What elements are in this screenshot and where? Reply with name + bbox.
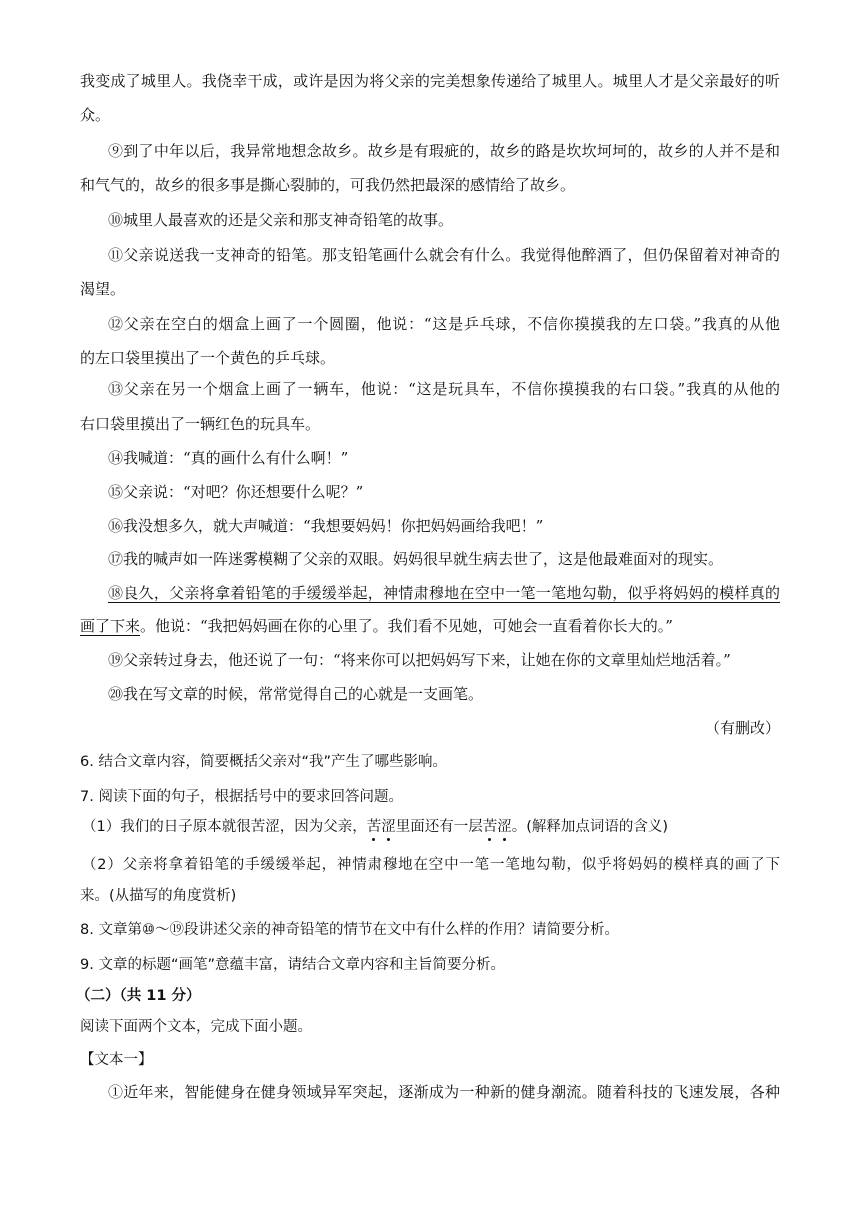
paragraph-9-line-1: ⑨到了中年以后，我异常地想念故乡。故乡是有瑕疵的，故乡的路是坎坎坷坷的，故乡的人并不是和 — [108, 142, 780, 160]
paragraph-12-line-1: ⑫父亲在空白的烟盒上画了一个圆圈，他说：“这是乒乓球，不信你摸摸我的左口袋。”我真的从他 — [108, 315, 780, 333]
question-6: 6. 结合文章内容，简要概括父亲对“我”产生了哪些影响。 — [80, 754, 447, 770]
paragraph-20: ⑳我在写文章的时候，常常觉得自己的心就是一支画笔。 — [108, 685, 484, 703]
underlined-phrase: 画了下来 — [80, 617, 141, 635]
paragraph-19: ⑲父亲转过身去，他还说了一句：“将来你可以把妈妈写下来，让她在你的文章里灿烂地活着。” — [108, 651, 731, 669]
emphasis-dot-char: 苦 — [482, 819, 498, 835]
paragraph-9-line-2: 和气气的，故乡的很多事是撕心裂肺的，可我仍然把最深的感情给了故乡。 — [80, 176, 576, 194]
question-7-2-line-1: （2）父亲将拿着铅笔的手缓缓举起，神情肃穆地在空中一笔一笔地勾勒，似乎将妈妈的模样真的画了下 — [82, 857, 780, 873]
question-7: 7. 阅读下面的句子，根据括号中的要求回答问题。 — [80, 789, 403, 805]
question-7-1 — [82, 815, 782, 836]
paragraph-11-line-2: 渴望。 — [80, 280, 126, 298]
paragraph-8-line-2: 众。 — [80, 106, 111, 124]
paragraph-15: ⑮父亲说：“对吧？你还想要什么呢？” — [108, 483, 364, 501]
question-8: 8. 文章第⑩～⑲段讲述父亲的神奇铅笔的情节在文中有什么样的作用？请简要分析。 — [80, 922, 619, 938]
emphasis-dot-char: 涩 — [381, 819, 396, 835]
text-1-label: 【文本一】 — [80, 1052, 153, 1068]
question-7-1-text-a: （1）我们的日子原本就很苦涩，因为父亲， — [82, 819, 367, 835]
emphasis-dot-char: 苦 — [366, 819, 382, 835]
paragraph-11-line-1: ⑪父亲说送我一支神奇的铅笔。那支铅笔画什么就会有什么。我觉得他醉酒了，但仍保留着对神奇的 — [108, 246, 780, 264]
paragraph-17: ⑰我的喊声如一阵迷雾模糊了父亲的双眼。妈妈很早就生病去世了，这是他最难面对的现实。 — [108, 550, 724, 568]
source-note: （有删改） — [704, 719, 780, 737]
paragraph-18-line-2 — [80, 615, 780, 636]
paragraph-12-line-2: 的左口袋里摸出了一个黄色的乒乓球。 — [80, 349, 336, 367]
section-heading: （二）（共 11 分） — [76, 988, 201, 1004]
paragraph-13-line-1: ⑬父亲在另一个烟盒上画了一辆车，他说：“这是玩具车，不信你摸摸我的右口袋。”我真的从他的 — [108, 380, 780, 398]
question-7-2-line-2: 来。(从描写的角度赏析) — [80, 888, 237, 904]
paragraph-18-line-1: ⑱良久，父亲将拿着铅笔的手缓缓举起，神情肃穆地在空中一笔一笔地勾勒，似乎将妈妈的模样真的 — [108, 584, 780, 602]
paragraph-8-line-1: 我变成了城里人。我侥幸干成，或许是因为将父亲的完美想象传递给了城里人。城里人才是父亲最好的听 — [80, 72, 780, 90]
question-7-1-text-c: 。(解释加点词语的含义) — [511, 819, 669, 835]
question-7-1-text-b: 里面还有一层 — [395, 819, 483, 835]
paragraph-18-line-2-rest: 。他说：“我把妈妈画在你的心里了。我们看不见她，可她会一直看着你长大的。” — [140, 617, 673, 635]
paragraph-14: ⑭我喊道：“真的画什么有什么啊！” — [108, 449, 349, 467]
emphasis-dot-char: 涩 — [497, 819, 512, 835]
paragraph-16: ⑯我没想多久，就大声喊道：“我想要妈妈！你把妈妈画给我吧！” — [108, 517, 544, 535]
question-9: 9. 文章的标题“画笔”意蕴丰富，请结合文章内容和主旨简要分析。 — [80, 957, 505, 973]
text-1-paragraph-1: ①近年来，智能健身在健身领域异军突起，逐渐成为一种新的健身潮流。随着科技的飞速发展，各种 — [108, 1083, 780, 1101]
paragraph-13-line-2: 右口袋里摸出了一辆红色的玩具车。 — [80, 415, 321, 433]
section-instruction: 阅读下面两个文本，完成下面小题。 — [80, 1019, 312, 1035]
paragraph-10: ⑩城里人最喜欢的还是父亲和那支神奇铅笔的故事。 — [108, 211, 454, 229]
